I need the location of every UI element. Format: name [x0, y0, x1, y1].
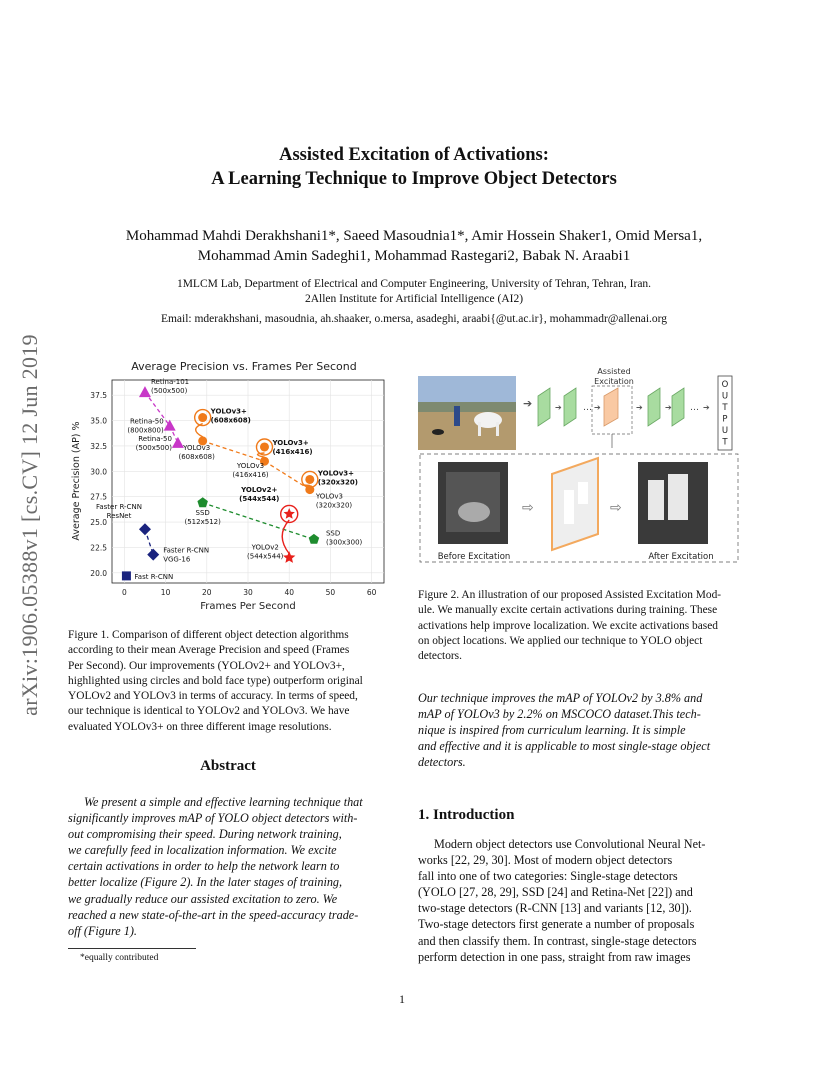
- abstract-body: [68, 794, 388, 939]
- svg-text:…: …: [583, 403, 592, 413]
- footnote: *equally contributed: [80, 953, 159, 963]
- text-line: out compromising their speed. During network training,: [68, 827, 342, 842]
- x-tick-label: 60: [366, 588, 377, 597]
- output-letter: P: [722, 414, 728, 425]
- data-label-line: Faster R-CNN: [95, 503, 142, 512]
- data-label: [179, 444, 216, 461]
- y-tick-label: 27.5: [90, 492, 107, 502]
- x-tick-label: 50: [325, 588, 336, 597]
- introduction-heading: 1. Introduction: [418, 807, 515, 823]
- x-tick-label: 20: [202, 588, 212, 597]
- text-line: two-stage detectors (R-CNN [13] and variants [12, 30]).: [418, 901, 692, 916]
- data-label-line: Fast R-CNN: [134, 572, 174, 581]
- data-label: [151, 378, 189, 395]
- output-column: [718, 376, 732, 450]
- data-label-line: VGG-16: [163, 555, 191, 564]
- fast-rcnn-marker: [122, 571, 131, 580]
- data-label-line: (300x300): [325, 538, 363, 547]
- title-line-2: A Learning Technique to Improve Object Detectors: [211, 169, 617, 189]
- data-label-line: SSD: [195, 508, 210, 517]
- data-label-line: YOLOv3+: [210, 407, 247, 416]
- text-line: mAP of YOLOv3 by 2.2% on MSCOCO dataset.This tech-: [418, 707, 701, 722]
- text-line: better localize (Figure 2). In the later stages of training,: [68, 875, 343, 890]
- caption-line: Figure 2. An illustration of our proposed Assisted Excitation Mod-: [418, 589, 722, 601]
- author-list: [0, 226, 828, 266]
- text-line: We present a simple and effective learning technique that: [84, 795, 363, 809]
- data-label-line: (608x608): [178, 452, 215, 461]
- chart-title: Average Precision vs. Frames Per Second: [131, 360, 357, 373]
- y-tick-label: 22.5: [90, 543, 107, 553]
- output-letter: O: [721, 380, 729, 390]
- output-letter: T: [722, 403, 728, 413]
- data-label-line: YOLOv3: [183, 443, 211, 452]
- x-tick-label: 0: [121, 588, 127, 597]
- before-excitation-label: Before Excitation: [437, 552, 511, 562]
- svg-text:➔: ➔: [636, 403, 643, 412]
- figure2-caption: [418, 588, 738, 664]
- y-tick-label: 20.0: [90, 568, 107, 578]
- data-label-line: YOLOv2: [251, 543, 279, 552]
- introduction-body: [418, 836, 738, 965]
- text-line: certain activations in order to help the network learn to: [68, 859, 340, 874]
- abstract-heading: Abstract: [200, 758, 256, 774]
- data-label: [134, 573, 173, 581]
- output-letter: T: [722, 437, 728, 448]
- y-tick-label: 37.5: [90, 391, 107, 401]
- text-line: significantly improves mAP of YOLO object detectors with-: [68, 811, 358, 826]
- y-tick-label: 35.0: [90, 416, 107, 426]
- text-line: Two-stage detectors first generate a number of proposals: [418, 917, 695, 932]
- data-label: [210, 408, 251, 425]
- data-label-line: YOLOv3+: [317, 469, 355, 478]
- data-label-line: YOLOv2+: [241, 485, 278, 494]
- svg-text:⇨: ⇨: [522, 500, 534, 516]
- svg-text:⇨: ⇨: [610, 500, 622, 516]
- figure1-caption: [68, 628, 388, 735]
- data-label-line: (500x500): [135, 443, 172, 452]
- affiliation-1: 1MLCM Lab, Department of Electrical and Computer Engineering, University of Tehran, Tehran, Iran.: [176, 278, 652, 290]
- excitation-mask: [552, 458, 598, 550]
- y-tick-label: 30.0: [90, 467, 107, 477]
- caption-line: Figure 1. Comparison of different object detection algorithms: [68, 629, 349, 641]
- data-label: [247, 544, 284, 561]
- figure2-illustration: [416, 362, 746, 592]
- x-axis-label: Frames Per Second: [200, 601, 296, 612]
- text-line: and effective and it is applicable to most single-stage object: [418, 739, 711, 754]
- data-label-line: (512x512): [184, 517, 221, 526]
- data-label: [127, 418, 164, 435]
- data-label: [232, 462, 269, 479]
- text-line: we carefully feed in localization information. We excite: [68, 843, 337, 858]
- conv-layers-right: [648, 388, 710, 426]
- text-line: perform detection in one pass, straight from raw images: [418, 949, 691, 964]
- data-label-line: (320x320): [317, 478, 358, 487]
- svg-text:➔: ➔: [703, 403, 710, 412]
- text-line: detectors.: [418, 755, 466, 770]
- highlight-paragraph: [418, 690, 738, 770]
- data-label-line: (500x500): [150, 387, 188, 396]
- data-label-line: (416x416): [272, 447, 313, 456]
- data-label-line: Retina-101: [150, 378, 190, 387]
- before-feature-map: [438, 462, 508, 544]
- text-line: off (Figure 1).: [68, 923, 137, 938]
- data-label-line: (608x608): [210, 416, 251, 425]
- data-label-line: Retina-50: [129, 417, 164, 426]
- yolov3plus-marker: [198, 413, 207, 422]
- caption-line: highlighted using circles and bold face type) outperform original: [68, 674, 363, 687]
- authors-line-1: Mohammad Mahdi Derakhshani1*, Saeed Masoudnia1*, Amir Hossein Shaker1, Omid Mersa1,: [125, 228, 703, 244]
- caption-line: evaluated YOLOv3+ on three different image resolutions.: [68, 720, 332, 733]
- x-tick-label: 40: [284, 588, 294, 597]
- data-label-line: Faster R-CNN: [163, 546, 210, 555]
- text-line: (YOLO [27, 28, 29], SSD [24] and Retina-Net [22]) and: [418, 885, 693, 900]
- output-letter: U: [721, 391, 729, 402]
- data-label-line: YOLOv3: [236, 462, 265, 471]
- data-label: [136, 435, 173, 452]
- data-label: [317, 469, 358, 486]
- y-axis-label: Average Precision (AP) %: [71, 421, 82, 541]
- yolov3plus-marker: [305, 475, 314, 484]
- caption-line: detectors.: [418, 650, 462, 663]
- caption-line: on object locations. We applied our technique to YOLO object: [418, 634, 703, 647]
- data-label-line: (320x320): [315, 501, 353, 510]
- arxiv-identifier: arXiv:1906.05388v1 [cs.CV] 12 Jun 2019: [17, 334, 42, 716]
- data-label-line: (800x800): [127, 426, 164, 435]
- svg-text:➔: ➔: [523, 397, 533, 410]
- data-label: [239, 486, 279, 503]
- svg-text:➔: ➔: [594, 403, 601, 412]
- text-line: works [22, 29, 30]. Most of modern object detectors: [418, 853, 673, 868]
- caption-line: according to their mean Average Precision and speed (Frames: [68, 644, 350, 657]
- caption-line: YOLOv2 and YOLOv3 in terms of accuracy. In terms of speed,: [68, 690, 358, 703]
- after-feature-map: [638, 462, 708, 544]
- data-label-line: ResNet: [106, 512, 132, 521]
- footnote-rule: [68, 948, 196, 949]
- data-label-line: YOLOv3+: [272, 438, 309, 447]
- paper-title: [0, 143, 828, 191]
- text-line: Our technique improves the mAP of YOLOv2 by 3.8% and: [418, 691, 703, 705]
- text-line: we gradually reduce our assisted excitation to zero. We: [68, 891, 338, 906]
- assisted-excitation-layer: [592, 367, 634, 434]
- after-excitation-label: After Excitation: [648, 552, 714, 562]
- data-label-line: Retina-50: [138, 434, 172, 443]
- caption-line: Per Second). Our improvements (YOLOv2+ and YOLOv3+,: [68, 659, 345, 672]
- text-line: reached a new state-of-the-art in the speed-accuracy trade-: [68, 907, 359, 922]
- x-tick-label: 30: [243, 588, 253, 597]
- yolov3plus-marker: [260, 442, 269, 451]
- conv-layers-left: [538, 388, 592, 426]
- assisted-label: Assisted: [597, 367, 631, 376]
- data-label-line: YOLOv3: [315, 492, 343, 501]
- svg-text:…: …: [690, 403, 699, 413]
- caption-line: activations help improve localization. We excite activations based: [418, 619, 718, 632]
- title-line-1: Assisted Excitation of Activations:: [279, 145, 549, 165]
- data-label-line: (544x544): [247, 552, 284, 561]
- excitation-label: Excitation: [594, 377, 634, 386]
- input-photo: [418, 376, 516, 450]
- text-line: Modern object detectors use Convolutional Neural Net-: [434, 837, 706, 851]
- text-line: fall into one of two categories: Single-stage detectors: [418, 869, 678, 884]
- text-line: and then classify them. In contrast, single-stage detectors: [418, 933, 697, 948]
- data-label-line: (416x416): [232, 471, 269, 480]
- svg-text:➔: ➔: [665, 403, 672, 412]
- y-tick-label: 32.5: [90, 441, 107, 451]
- data-label-line: (544x544): [239, 494, 280, 503]
- affiliation-2: 2Allen Institute for Artificial Intelligence (AI2): [304, 293, 524, 305]
- affiliations: [0, 277, 828, 307]
- svg-text:➔: ➔: [555, 403, 562, 412]
- caption-line: ule. We manually excite certain activations during training. These: [418, 604, 718, 617]
- text-line: nique is inspired from curriculum learning. It is simple: [418, 723, 686, 738]
- output-letter: U: [721, 426, 729, 436]
- x-tick-label: 10: [160, 588, 171, 597]
- data-label-line: SSD: [325, 529, 341, 538]
- page-number: 1: [399, 992, 405, 1006]
- y-tick-label: 25.0: [90, 518, 107, 528]
- authors-line-2: Mohammad Amin Sadeghi1, Mohammad Rastegari2, Babak N. Araabi1: [197, 248, 631, 264]
- figure1-chart: [66, 356, 406, 616]
- caption-line: our technique is identical to YOLOv2 and YOLOv3. We have: [68, 705, 350, 718]
- email-line: Email: mderakhshani, masoudnia, ah.shaaker, o.mersa, asadeghi, araabi{@ut.ac.ir}, mohammadr@allenai.org: [160, 313, 668, 325]
- data-label: [271, 439, 312, 456]
